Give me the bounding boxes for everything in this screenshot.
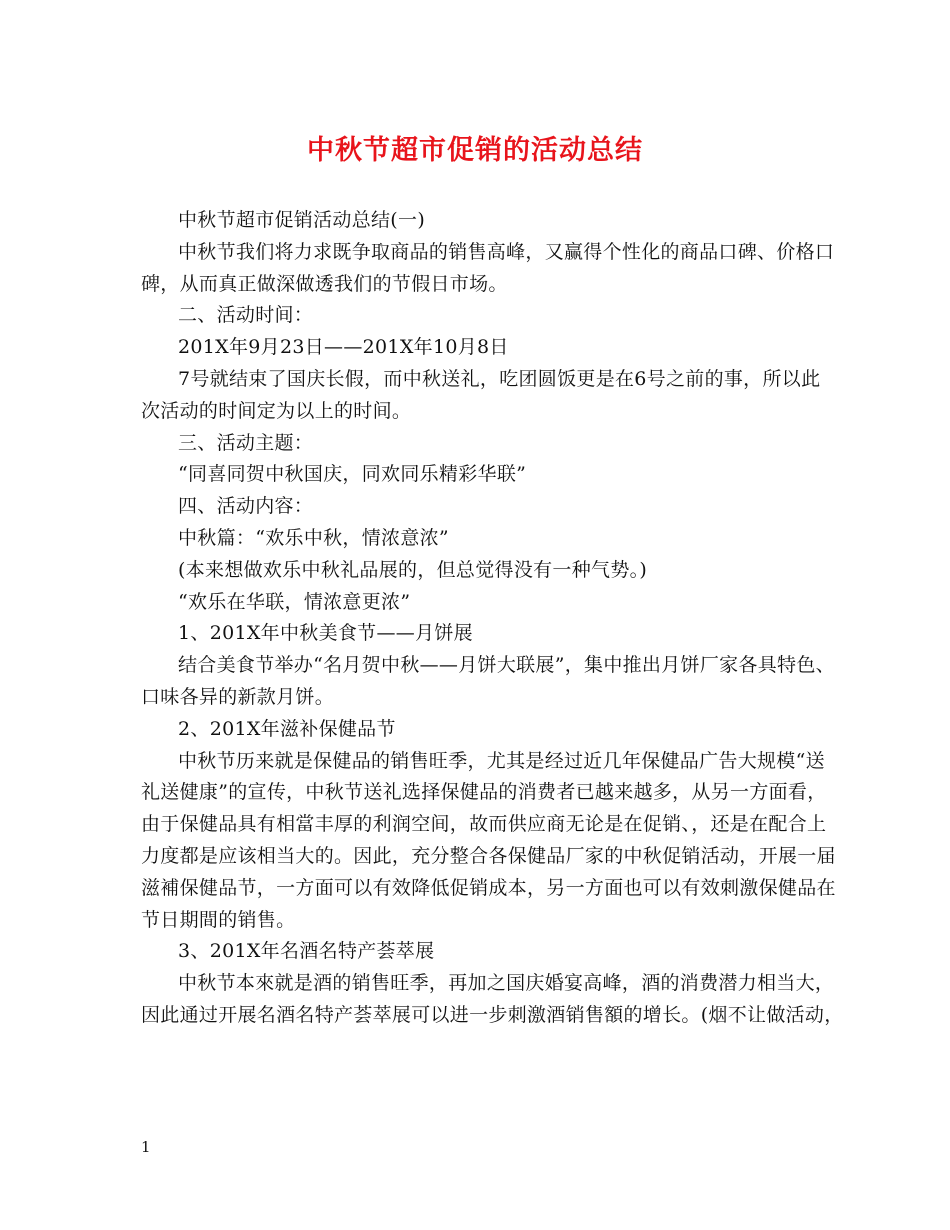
paragraph-line: 中秋节历来就是保健品的销售旺季，尤其是经过近几年保健品广告大规模“送 (178, 749, 825, 772)
paragraph-line: 中秋节超市促销活动总结(一) (178, 209, 426, 231)
paragraph-line: 中秋节本來就是酒的销售旺季，再加之国庆婚宴高峰，酒的消费潜力相当大， (178, 972, 835, 995)
paragraph-line: 中秋篇：“欢乐中秋，情浓意浓” (178, 526, 449, 549)
paragraph-line: 碑，从而真正做深做透我们的节假日市场。 (141, 272, 508, 295)
paragraph-line: 滋補保健品节，一方面可以有效降低促销成本，另一方面也可以有效刺激保健品在 (141, 876, 836, 899)
paragraph-line: “同喜同贺中秋国庆，同欢同乐精彩华联” (178, 463, 527, 486)
section-heading: 二、活动时间： (178, 304, 314, 327)
paragraph-line: (本来想做欢乐中秋礼品展的，但总觉得没有一种气势。) (178, 558, 648, 581)
document-body (141, 205, 844, 1032)
subsection-heading: 1、201X年中秋美食节——月饼展 (178, 622, 473, 645)
paragraph-line: 由于保健品具有相當丰厚的利润空间，故而供应商无论是在促销、，还是在配合上 (141, 813, 827, 836)
paragraph-line: 次活动的时间定为以上的时间。 (141, 399, 412, 422)
paragraph-line: 结合美食节举办“名月贺中秋——月饼大联展”，集中推出月饼厂家各具特色、 (178, 654, 835, 677)
paragraph-line: 因此通过开展名酒名特产荟萃展可以进一步刺激酒销售額的增长。(烟不让做活动， (141, 1003, 844, 1026)
paragraph-line: “欢乐在华联，情浓意更浓” (178, 590, 411, 613)
section-heading: 四、活动内容： (178, 495, 314, 518)
paragraph-line: 力度都是应该相当大的。因此，充分整合各保健品厂家的中秋促销活动，开展一届 (141, 844, 836, 867)
paragraph-line: 节日期間的销售。 (141, 908, 296, 931)
paragraph-line: 中秋节我们将力求既争取商品的销售高峰，又赢得个性化的商品口碑、价格口 (178, 240, 835, 263)
paragraph-line: 7号就结束了国庆长假，而中秋送礼，吃团圆饭更是在6号之前的事，所以此 (178, 367, 821, 390)
document-title: 中秋节超市促销的活动总结 (307, 135, 643, 166)
subsection-heading: 2、201X年滋补保健品节 (178, 717, 396, 740)
page-number: 1 (141, 1138, 151, 1156)
paragraph-line: 201X年9月23日——201X年10月8日 (178, 336, 509, 359)
paragraph-line: 礼送健康”的宣传，中秋节送礼选择保健品的消费者已越来越多，从另一方面看， (141, 781, 827, 804)
paragraph-line: 口味各异的新款月饼。 (141, 685, 335, 708)
subsection-heading: 3、201X年名酒名特产荟萃展 (178, 940, 435, 963)
section-heading: 三、活动主题： (178, 431, 314, 454)
